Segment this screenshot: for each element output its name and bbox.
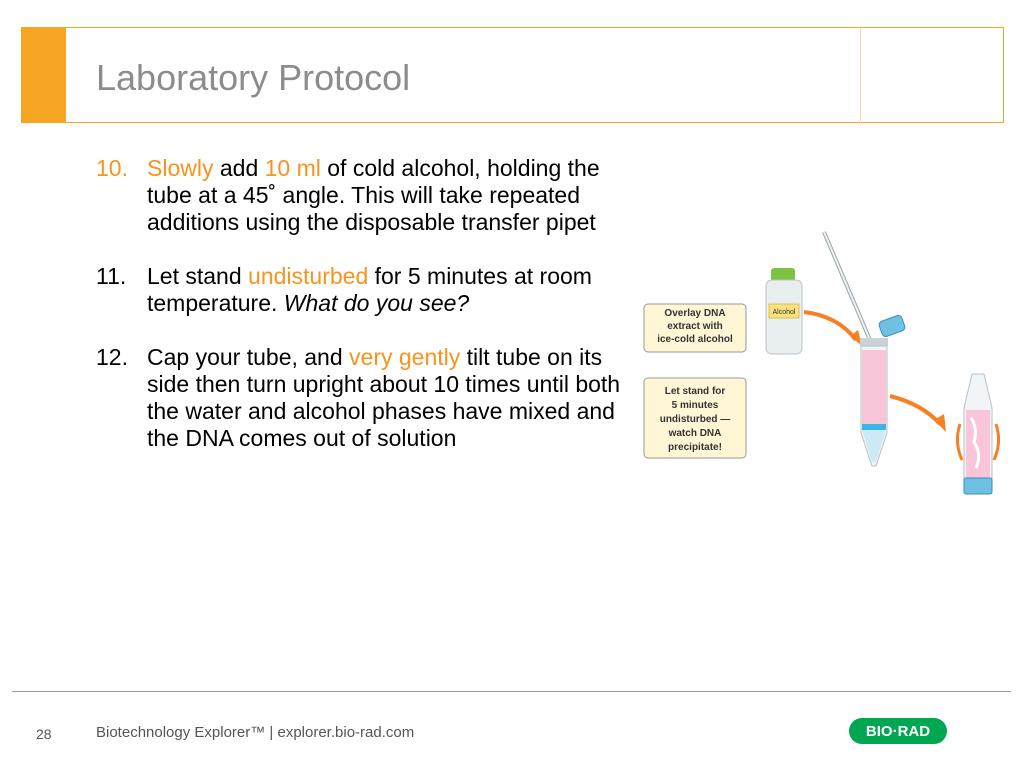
step-number: 12. xyxy=(96,344,128,370)
conical-tube xyxy=(860,338,888,466)
protocol-steps xyxy=(96,155,641,479)
mixed-tube xyxy=(957,374,998,494)
transfer-pipet xyxy=(824,232,870,340)
step-text-highlight: very gently xyxy=(349,344,461,370)
step-11 xyxy=(96,263,641,317)
step-text-highlight: undisturbed xyxy=(248,263,369,289)
title-accent-bar xyxy=(21,27,66,123)
logo-text: BIO·RAD xyxy=(865,723,931,740)
footer-divider xyxy=(12,691,1011,692)
callout-overlay-line1: Overlay DNA xyxy=(664,308,726,319)
step-text: Let stand xyxy=(147,263,249,289)
tilt-arrow xyxy=(890,396,940,424)
alcohol-bottle xyxy=(766,268,802,354)
callout-stand-line1: Let stand for xyxy=(664,386,726,397)
step-number: 11. xyxy=(96,263,127,289)
step-text-highlight: Slowly xyxy=(147,155,214,181)
step-text: add xyxy=(213,155,265,181)
pour-arrow xyxy=(804,312,856,340)
dna-precipitation-illustration xyxy=(638,228,1010,506)
step-10 xyxy=(96,155,641,236)
page-title: Laboratory Protocol xyxy=(96,57,411,98)
callout-stand-line2: 5 minutes xyxy=(671,400,719,411)
step-text-question: What do you see? xyxy=(283,290,470,316)
step-text: of cold alcohol, holding the tube at a 45˚ angle. This will take repeated additions using the disposable transfer pipet xyxy=(147,155,600,235)
step-text-highlight: 10 ml xyxy=(264,155,321,181)
step-text: tilt tube on its side then turn upright about 10 times until both the water and alcohol phases have mixed and the DNA comes out of solution xyxy=(147,344,621,451)
step-text: Cap your tube, and xyxy=(147,344,350,370)
callout-overlay-line2: extract with xyxy=(667,321,723,332)
step-text: for 5 minutes at room temperature. xyxy=(147,263,592,316)
callout-overlay-line3: ice-cold alcohol xyxy=(657,334,733,345)
callout-stand-line4: watch DNA xyxy=(668,428,722,439)
bio-rad-logo xyxy=(848,717,948,745)
bottle-label: Alcohol xyxy=(772,309,796,316)
title-divider xyxy=(860,27,861,123)
footer-text: Biotechnology Explorer™ | explorer.bio-rad.com xyxy=(96,724,415,741)
step-number: 10. xyxy=(96,155,128,181)
tube-cap xyxy=(878,314,906,337)
page-number: 28 xyxy=(36,726,52,742)
tilt-arrowhead xyxy=(934,414,946,432)
step-12 xyxy=(96,344,641,452)
callout-stand-line3: undisturbed — xyxy=(659,414,731,425)
callout-stand-line5: precipitate! xyxy=(668,442,722,453)
